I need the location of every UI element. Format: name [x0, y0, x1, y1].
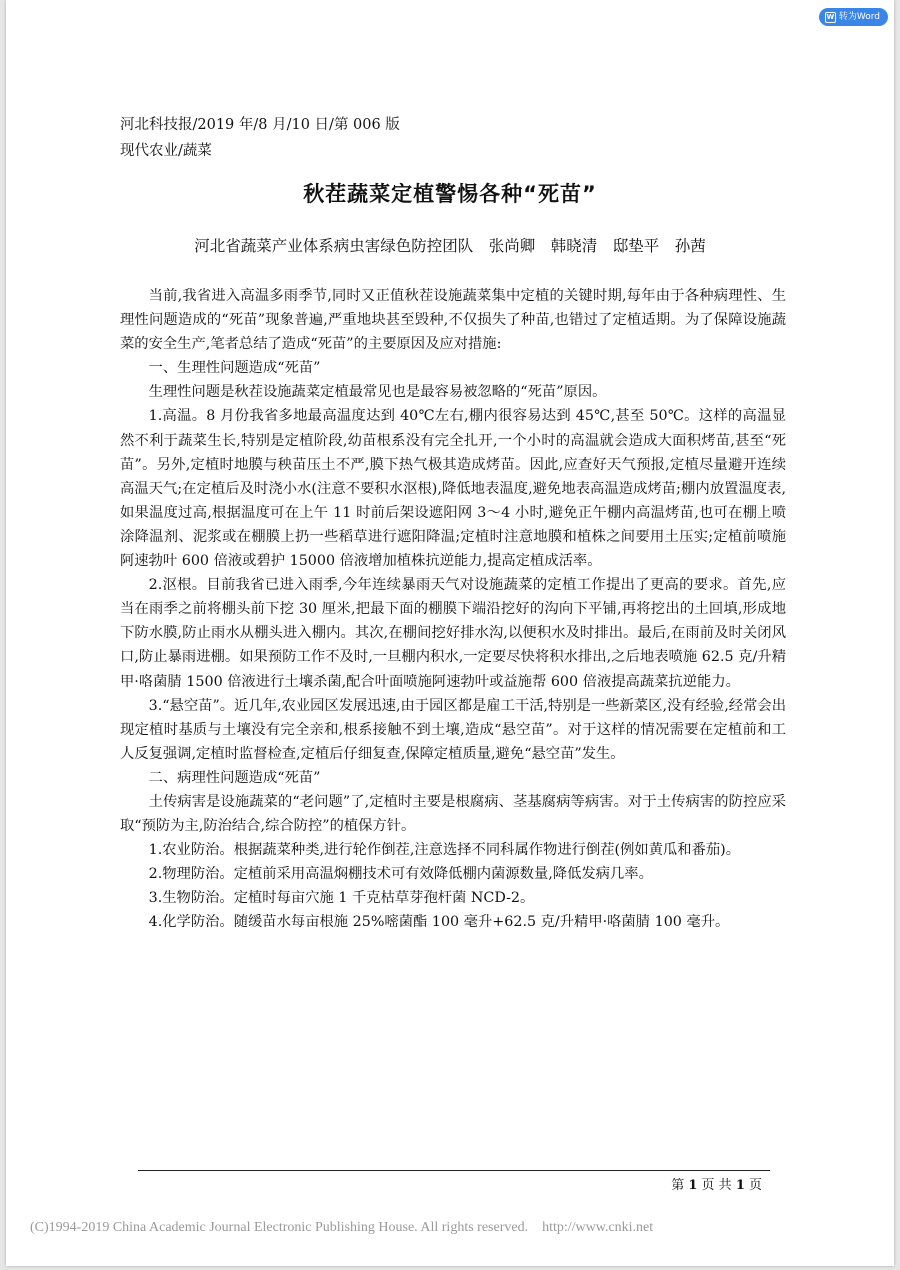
source-line: 河北科技报/2019 年/8 月/10 日/第 006 版 [120, 117, 400, 133]
page-total: 1 [735, 1178, 745, 1193]
article-title: 秋茬蔬菜定植警惕各种“死苗” [303, 182, 597, 206]
paragraph: 3.生物防治。定植时每亩穴施 1 千克枯草芽孢杆菌 NCD-2。 [148, 890, 535, 907]
paragraph: 1.农业防治。根据蔬菜种类,进行轮作倒茬,注意选择不同科属作物进行倒茬(例如黄瓜和番茄)。 [148, 842, 741, 859]
page-mid: 页 共 [697, 1178, 736, 1193]
paragraph: 2.沤根。目前我省已进入雨季,今年连续暴雨天气对设施蔬菜的定植工作提出了更高的要求。首先,应当在雨季之前将棚头前下挖 30 厘米,把最下面的棚膜下端沿挖好的沟向下平铺,再将挖出的土回填,形成地下防水膜,防止雨水从棚头进入棚内。其次,在棚间挖好排水沟,以便积水及时排出。最后,在雨前及时关闭风口,防止暴雨进棚。如果预防工作不及时,一旦棚内积水,一定要尽快将积水排出,之后地表喷施 62.5 克/升精甲·咯菌腈 1500 倍液进行土壤杀菌,配合叶面喷施阿速勃叶或益施帮 600 倍液提高蔬菜抗逆能力。 [120, 577, 786, 690]
paragraph: 2.物理防治。定植前采用高温焖棚技术可有效降低棚内菌源数量,降低发病几率。 [148, 866, 653, 883]
page-suffix: 页 [744, 1178, 762, 1193]
convert-to-word-button[interactable] [819, 8, 888, 26]
paragraph: 1.高温。8 月份我省多地最高温度达到 40℃左右,棚内很容易达到 45℃,甚至 50℃。这样的高温显然不利于蔬菜生长,特别是定植阶段,幼苗根系没有完全扎开,一个小时的高温就会造成大面积烤苗,甚至“死苗”。另外,定植时地膜与秧苗压土不严,膜下热气极其造成烤苗。因此,应查好天气预报,定植尽量避开连续高温天气;在定植后及时浇小水(注意不要积水沤根),降低地表温度,避免地表高温造成烤苗;棚内放置温度表,如果温度过高,根据温度可在上午 11 时前后架设遮阳网 3～4 小时,避免正午棚内高温烤苗,也可在棚上喷涂降温剂、泥浆或在棚膜上扔一些稻草进行遮阳降温;定植时注意地膜和植株之间要用土压实;定植前喷施阿速勃叶 600 倍液或碧护 15000 倍液增加植株抗逆能力,提高定植成活率。 [120, 408, 786, 570]
word-icon: W [826, 12, 835, 21]
page-prefix: 第 [671, 1178, 689, 1193]
footer-divider [138, 1170, 770, 1171]
document-page [6, 0, 894, 1266]
section-heading-2: 二、病理性问题造成“死苗” [148, 769, 321, 786]
copyright-notice: (C)1994-2019 China Academic Journal Electronic Publishing House. All rights reserved. http://www.cnki.net [30, 1220, 654, 1235]
column-line: 现代农业/蔬菜 [120, 143, 212, 159]
paragraph: 生理性问题是秋茬设施蔬菜定植最常见也是最容易被忽略的“死苗”原因。 [148, 384, 607, 401]
page-current: 1 [688, 1178, 698, 1193]
convert-to-word-label: 转为Word [838, 12, 880, 22]
paragraph: 4.化学防治。随缓苗水每亩根施 25%嘧菌酯 100 毫升+62.5 克/升精甲·咯菌腈 100 毫升。 [148, 914, 730, 931]
paragraph-intro: 当前,我省进入高温多雨季节,同时又正值秋茬设施蔬菜集中定植的关键时期,每年由于各种病理性、生理性问题造成的“死苗”现象普遍,严重地块甚至毁种,不仅损失了种苗,也错过了定植适期。为了保障设施蔬菜的安全生产,笔者总结了造成“死苗”的主要原因及应对措施: [120, 288, 786, 353]
page-number [671, 1174, 762, 1193]
article-meta [120, 112, 400, 164]
section-heading-1: 一、生理性问题造成“死苗” [148, 360, 321, 377]
article-authors: 河北省蔬菜产业体系病虫害绿色防控团队 张尚卿 韩晓清 邸垫平 孙茜 [194, 237, 706, 255]
paragraph: 3.“悬空苗”。近几年,农业园区发展迅速,由于园区都是雇工干活,特别是一些新菜区,没有经验,经常会出现定植时基质与土壤没有完全亲和,根系接触不到土壤,造成“悬空苗”。对于这样的情况需要在定植前和工人反复强调,定植时监督检查,定植后仔细复查,保障定植质量,避免“悬空苗”发生。 [120, 697, 786, 762]
article-body [120, 284, 786, 935]
paragraph: 土传病害是设施蔬菜的“老问题”了,定植时主要是根腐病、茎基腐病等病害。对于土传病害的防控应采取“预防为主,防治结合,综合防控”的植保方针。 [120, 793, 786, 835]
